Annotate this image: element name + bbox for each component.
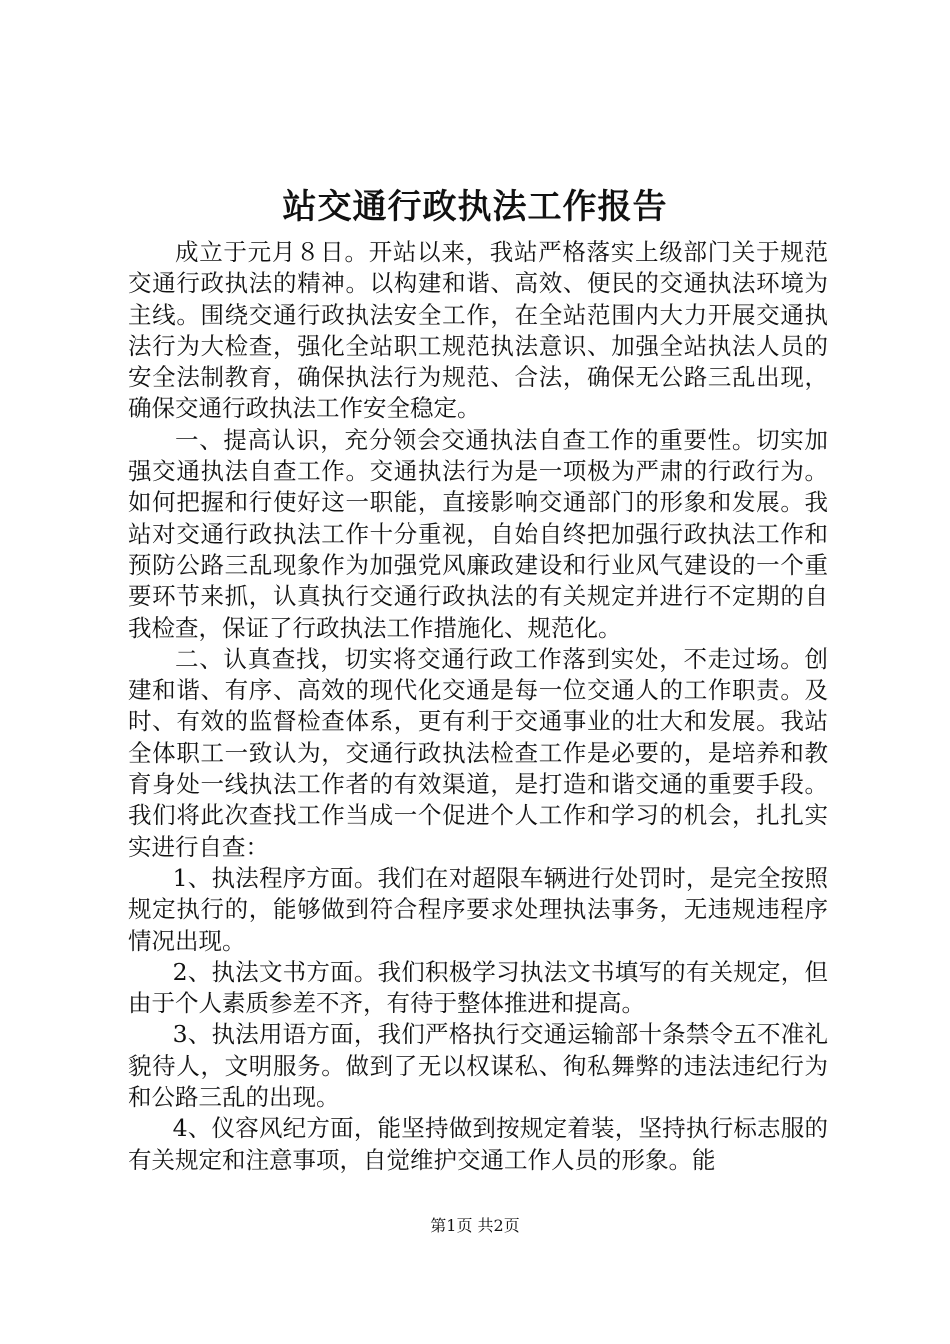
document-body: [128, 237, 828, 1176]
paragraph-intro: 成立于元月８日。开站以来，我站严格落实上级部门关于规范交通行政执法的精神。以构建和谐、高效、便民的交通执法环境为主线。围绕交通行政执法安全工作，在全站范围内大力开展交通执法行为大检查，强化全站职工规范执法意识、加强全站执法人员的安全法制教育，确保执法行为规范、合法，确保无公路三乱出现，确保交通行政执法工作安全稳定。: [128, 238, 828, 423]
paragraph-item-2: 2、执法文书方面。我们积极学习执法文书填写的有关规定，但由于个人素质参差不齐，有待于整体推进和提高。: [128, 957, 828, 1018]
paragraph-item-3: 3、执法用语方面，我们严格执行交通运输部十条禁令五不准礼貌待人，文明服务。做到了无以权谋私、徇私舞弊的违法违纪行为和公路三乱的出现。: [128, 1020, 828, 1112]
paragraph-section-one: 一、提高认识，充分领会交通执法自查工作的重要性。切实加强交通执法自查工作。交通执法行为是一项极为严肃的行政行为。如何把握和行使好这一职能，直接影响交通部门的形象和发展。我站对交通行政执法工作十分重视，自始自终把加强行政执法工作和预防公路三乱现象作为加强党风廉政建设和行业风气建设的一个重要环节来抓，认真执行交通行政执法的有关规定并进行不定期的自我检查，保证了行政执法工作措施化、规范化。: [128, 425, 828, 642]
paragraph-item-1: 1、执法程序方面。我们在对超限车辆进行处罚时，是完全按照规定执行的，能够做到符合程序要求处理执法事务，无违规违程序情况出现。: [128, 863, 828, 955]
paragraph-item-4: 4、仪容风纪方面，能坚持做到按规定着装，坚持执行标志服的有关规定和注意事项，自觉维护交通工作人员的形象。能: [128, 1114, 828, 1174]
page-number: 第1页 共2页: [430, 1216, 520, 1235]
document-title: 站交通行政执法工作报告: [282, 187, 668, 227]
paragraph-section-two: 二、认真查找，切实将交通行政工作落到实处，不走过场。创建和谐、有序、高效的现代化交通是每一位交通人的工作职责。及时、有效的监督检查体系，更有利于交通事业的壮大和发展。我站全体职工一致认为，交通行政执法检查工作是必要的，是培养和教育身处一线执法工作者的有效渠道，是打造和谐交通的重要手段。我们将此次查找工作当成一个促进个人工作和学习的机会，扎扎实实进行自查：: [128, 644, 828, 861]
